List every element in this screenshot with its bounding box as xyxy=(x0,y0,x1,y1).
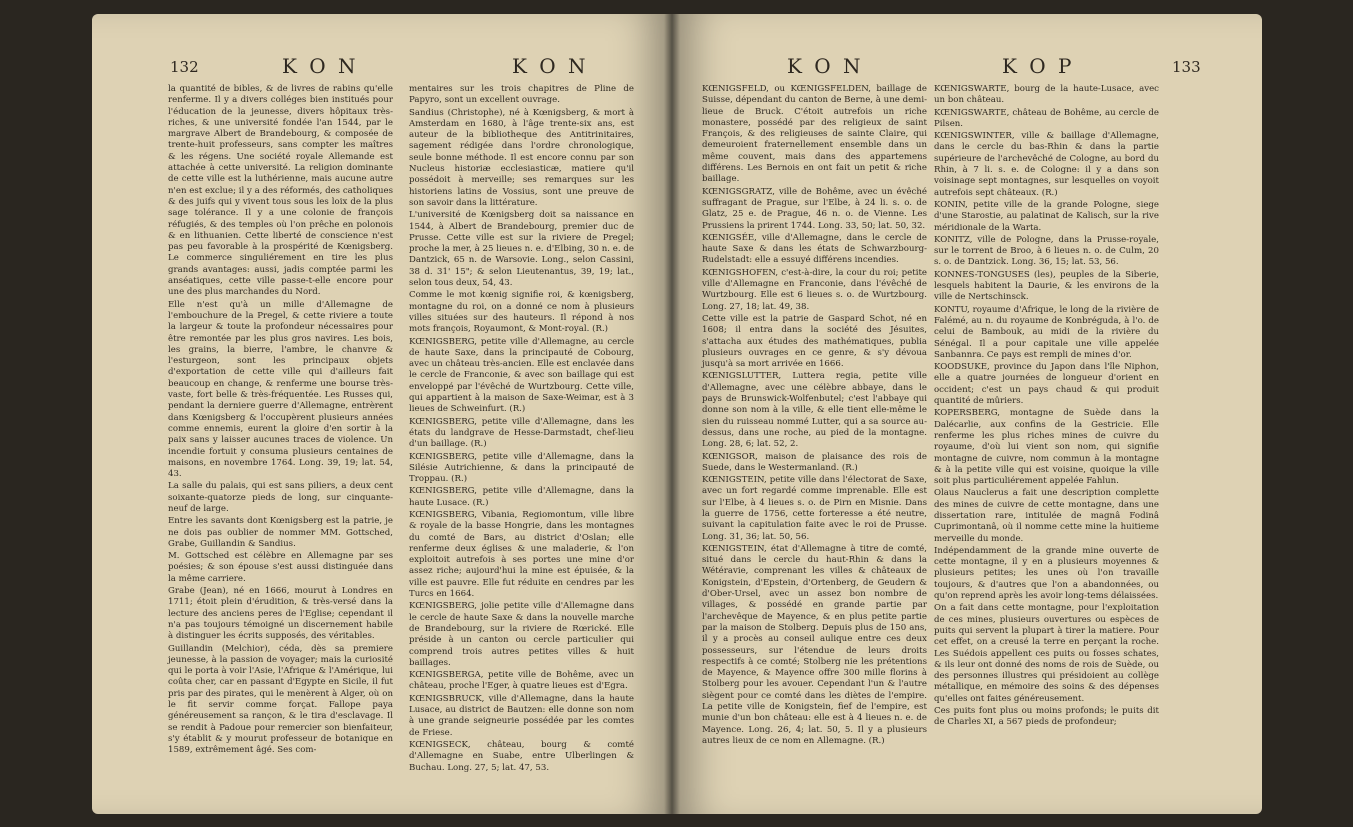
entry: KŒNIGSBERG, petite ville d'Allemagne, dans la Silésie Autrichienne, & dans la principauté de Troppau. (R.) xyxy=(409,451,634,485)
paragraph: Elle n'est qu'à un mille d'Allemagne de l'embouchure de la Pregel, & cette riviere a toute la largeur & toute la profondeur nécessaires pour être remontée par les plus gros navires. Les bois, les grains, la bierre, l'ambre, le chanvre & l'esturgeon, sont les principaux objets d'exportation de cette ville qui d'ailleurs fait beaucoup en change, & renferme une bourse très-vaste, fort belle & très-fréquentée. Les Russes qui, pendant la derniere guerre d'Allemagne, entrèrent dans Kœnigsberg & l'occupèrent plusieurs années comme ennemis, eurent la gloire d'en sortir à la paix sans y laisser aucunes traces de violence. Un incendie fortuit y consuma plusieurs centaines de maisons, en novembre 1764. Long. 39, 19; lat. 54, 43. xyxy=(168,299,393,480)
entry: KŒNIGSWINTER, ville & baillage d'Allemagne, dans le cercle du bas-Rhin & dans la partie supérieure de l'archevêché de Cologne, au bord du Rhin, à 7 li. s. e. de Cologne: il y a dans son voisinage sept montagnes, sur lesquelles on voyoit autrefois sept châteaux. (R.) xyxy=(934,131,1159,198)
paragraph: Sandius (Christophe), né à Kœnigsberg, & mort à Amsterdam en 1680, à l'âge trente-six ans, est auteur de la bibliotheque des Antitrinitaires, sagement rédigée dans l'ordre chronologique, seule bonne méthode. Il est encore connu par son Nucleus historiæ ecclesiasticæ, matiere qu'il possédoit à merveille; ses remarques sur les historiens latins de Vossius, sont une preuve de son savoir dans la littérature. xyxy=(409,107,634,208)
paragraph: mentaires sur les trois chapitres de Pline de Papyro, sont un excellent ouvrage. xyxy=(409,84,634,106)
left-running-head-1: K O N xyxy=(282,54,359,78)
entry: KŒNIGSBERGA, petite ville de Bohême, avec un château, proche l'Eger, à quatre lieues est d'Egra. xyxy=(409,670,634,692)
paragraph: la quantité de bibles, & de livres de rabins qu'elle renferme. Il y a divers colléges bien institués pour l'éducation de la jeunesse, divers hôpitaux très-riches, & une université fondée l'an 1544, par le margrave Albert de Brandebourg, & composée de trente-huit professeurs, sans compter les maîtres & les régens. Une société royale Allemande est attachée à cette université. La religion dominante de cette ville est la luthérienne, mais aucune autre n'en est exclue; il y a des réformés, des catholiques & des juifs qui y vivent tous sous les loix de la plus sage tolérance. Il y a une colonie de françois réfugiés, & des temples où l'on prêche en polonois & en lithuanien. Cette liberté de conscience n'est pas peu favorable à la prospérité de Kœnigsberg. Le commerce singuliérement en tire les plus grands avantages: aussi, jadis comptée parmi les anséatiques, cette ville passe-t-elle encore pour une des plus marchandes du Nord. xyxy=(168,84,393,298)
paragraph: M. Gottsched est célèbre en Allemagne par ses poésies; & son épouse s'est aussi distinguée dans la même carriere. xyxy=(168,551,393,584)
right-running-head-1: K O N xyxy=(787,54,864,78)
entry: KŒNIGSGRATZ, ville de Bohême, avec un évêché suffragant de Prague, sur l'Elbe, à 24 li. s. o. de Glatz, 25 e. de Prague, 46 n. o. de Vienne. Les Prussiens la prirent 1744. Long. 33, 50; lat. 50, 32. xyxy=(702,186,927,231)
right-page-number: 133 xyxy=(1172,58,1201,76)
paragraph: Comme le mot kœnig signifie roi, & kœnigsberg, montagne du roi, on a donné ce nom à plusieurs villes situées sur des hauteurs. Il répond à nos mots françois, Royaumont, & Mont-royal. (R.) xyxy=(409,290,634,335)
entry: KŒNIGSBERG, jolie petite ville d'Allemagne dans le cercle de haute Saxe & dans la nouvelle marche de Brandebourg, sur la riviere de Rœrické. Elle préside à un canton ou cercle particulier qui comprend trois autres petites villes & huit baillages. xyxy=(409,601,634,668)
entry: KOPERSBERG, montagne de Suède dans la Dalécarlie, aux confins de la Gestricie. Elle renferme les plus riches mines de cuivre du royaume, d'où lui vient son nom, qui signifie montagne de cuivre, nom commun à la montagne & à la petite ville qui est voisine, quoique la ville soit plus particuliérement appelée Fahlun. xyxy=(934,408,1159,487)
entry: KŒNIGSTEIN, petite ville dans l'électorat de Saxe, avec un fort regardé comme imprenable. Elle est sur l'Elbe, à 4 lieues s. o. de Pirn en Misnie. Dans la guerre de 1756, cette forteresse a été neutre, suivant la capitulation faite avec le roi de Prusse. Long. 31, 36; lat. 50, 56. xyxy=(702,475,927,542)
entry: KŒNIGSFELD, ou KŒNIGSFELDEN, baillage de Suisse, dépendant du canton de Berne, à une demi-lieue de Bruck. C'étoit autrefois un riche monastere, possédé par des religieux de saint François, & des religieuses de sainte Claire, qui demeuroient fraternellement ensemble dans un même couvent, mais dans des appartemens différens. Les Bernois en ont fait un petit & riche baillage. xyxy=(702,84,927,185)
entry: KŒNIGSOR, maison de plaisance des rois de Suede, dans le Westermanland. (R.) xyxy=(702,451,927,473)
paragraph: Cette ville est la patrie de Gaspard Schot, né en 1608; il entra dans la société des Jésuites, s'attacha aux études des mathématiques, publia plusieurs ouvrages en ce genre, & s'y dévoua jusqu'à sa mort arrivée en 1666. xyxy=(702,313,927,370)
entry: KŒNIGSWARTE, bourg de la haute-Lusace, avec un bon château. xyxy=(934,84,1159,106)
paragraph: L'université de Kœnigsberg doit sa naissance en 1544, à Albert de Brandebourg, premier duc de Prusse. Cette ville est sur la riviere de Pregel; proche la mer, à 25 lieues n. e. d'Elbing, 30 n. e. de Dantzick, 65 n. de Warsovie. Long., selon Cassini, 38 d. 31' 15"; & selon Lieutenantus, 39, 19; lat., selon tous deux, 54, 43. xyxy=(409,210,634,289)
entry: KŒNIGSWARTE, château de Bohême, au cercle de Pilsen. xyxy=(934,107,1159,129)
paragraph: Olaus Nauclerus a fait une description complette des mines de cuivre de cette montagne, dans une dissertation rare, intitulée de magnâ Fodinâ Cuprimontanâ, où il nomme cette mine la huitieme merveille du monde. xyxy=(934,488,1159,544)
entry: KŒNIGSECK, château, bourg & comté d'Allemagne en Suabe, entre Ulberlingen & Buchau. Long. 27, 5; lat. 47, 53. xyxy=(409,739,634,773)
entry: KŒNIGSTEIN, état d'Allemagne à titre de comté, situé dans le cercle du haut-Rhin & dans la Wétéravie, comprenant les villes & châteaux de Konigstein, d'Epstein, d'Ortenberg, de Geudern & d'Ober-Ursel, avec un assez bon nombre de villages, & possédé en grande partie par l'archevêque de Mayence, & en plus petite partie par la maison de Stolberg. Depuis plus de 150 ans, il y a procès au conseil aulique entre ces deux possesseurs, sur l'étendue de leurs droits respectifs à ce comté; Stolberg nie les prétentions de Mayence, & Mayence offre 300 mille florins à Stolberg pour les avouer. Cependant l'un & l'autre siègent pour ce comté dans les diètes de l'empire. La petite ville de Konigstein, fief de l'empire, est munie d'un bon château: elle est à 4 lieues n. e. de Mayence. Long. 26, 4; lat. 50, 5. Il y a plusieurs autres lieux de ce nom en Allemagne. (R.) xyxy=(702,543,927,746)
entry: KŒNIGSBERG, Vibania, Regiomontum, ville libre & royale de la basse Hongrie, dans les montagnes du comté de Bars, au district d'Oslan; elle renferme deux églises & une maladerie, & l'on exploitoit autrefois à ses portes une mine d'or assez riche; aujourd'hui la mine est épuisée, & la ville est pauvre. Elle fut réduite en cendres par les Turcs en 1664. xyxy=(409,509,634,600)
entry: KŒNIGSBERG, petite ville d'Allemagne, au cercle de haute Saxe, dans la principauté de Cobourg, avec un château très-ancien. Elle est enclavée dans le cercle de Franconie, & avec son baillage qui est enveloppé par l'évêché de Wurtzbourg. Cette ville, qui appartient à la maison de Saxe-Weimar, est à 3 lieues de Schweinfurt. (R.) xyxy=(409,336,634,415)
book-gutter xyxy=(664,14,680,814)
paragraph: Ces puits font plus ou moins profonds; le puits dit de Charles XI, a 567 pieds de profondeur; xyxy=(934,706,1159,728)
entry: KŒNIGSBRUCK, ville d'Allemagne, dans la haute Lusace, au district de Bautzen: elle donne son nom à une grande seigneurie possédée par les comtes de Friese. xyxy=(409,693,634,738)
right-column-2 xyxy=(934,84,1159,730)
paragraph: Grabe (Jean), né en 1666, mourut à Londres en 1711; étoit plein d'érudition, & très-versé dans la lecture des anciens peres de l'Eglise; cependant il n'a pas toujours témoigné un discernement habile à distinguer les écrits supposés, des véritables. xyxy=(168,586,393,642)
right-page xyxy=(672,14,1262,814)
entry: KONTU, royaume d'Afrique, le long de la rivière de Falémé, au n. du royaume de Konbréguda, à l'o. de celui de Bambouk, au midi de la rivière du Sénégal. Il a pour capitale une ville appelée Sanbannra. Ce pays est rempli de mines d'or. xyxy=(934,304,1159,360)
entry: KONIN, petite ville de la grande Pologne, siege d'une Starostie, au palatinat de Kalisch, sur la rive méridionale de la Warta. xyxy=(934,199,1159,233)
entry: KŒNIGSLUTTER, Luttera regia, petite ville d'Allemagne, avec une célèbre abbaye, dans le pays de Brunswick-Wolfenbutel; c'est l'abbaye qui donne son nom à la ville, & elle tient elle-même le sien du ruisseau nommé Lutter, qui a sa source au-dessus, dans une roche, au pied de la montagne. Long. 28, 6; lat. 52, 2. xyxy=(702,371,927,450)
entry: KŒNIGSHOFEN, c'est-à-dire, la cour du roi; petite ville d'Allemagne en Franconie, dans l'évêché de Wurtzbourg. Elle est 6 lieues s. o. de Wurtzbourg. Long. 27, 18; lat. 49, 38. xyxy=(702,267,927,312)
right-running-head-2: K O P xyxy=(1002,54,1075,78)
entry: KONNES-TONGUSES (les), peuples de la Siberie, lesquels habitent la Daurie, & les environs de la ville de Nertschinsck. xyxy=(934,269,1159,303)
paragraph: La salle du palais, qui est sans piliers, a deux cent soixante-quatorze pieds de long, sur cinquante-neuf de large. xyxy=(168,481,393,514)
entry: KOODSUKE, province du Japon dans l'île Niphon, elle a quatre journées de longueur d'orient en occident; c'est un pays chaud & qui produit quantité de mûriers. xyxy=(934,362,1159,407)
left-running-head-2: K O N xyxy=(512,54,589,78)
entry: KŒNIGSBERG, petite ville d'Allemagne, dans les états du landgrave de Hesse-Darmstadt, chef-lieu d'un baillage. (R.) xyxy=(409,416,634,450)
paragraph: Indépendamment de la grande mine ouverte de cette montagne, il y en a plusieurs moyennes & plusieurs petites; les unes où l'on travaille toujours, & d'autres que l'on a abandonnées, ou qu'on reprend après les avoir long-tems délaissées. xyxy=(934,545,1159,602)
entry: KŒNIGSÉE, ville d'Allemagne, dans le cercle de haute Saxe & dans les états de Schwarzbourg-Rudelstadt: elle a essuyé différens incendies. xyxy=(702,232,927,266)
left-page-number: 132 xyxy=(170,58,199,76)
entry: KONITZ, ville de Pologne, dans la Prusse-royale, sur le torrent de Broo, à 6 lieues n. o. de Culm, 20 s. o. de Dantzick. Long. 36, 15; lat. 53, 56. xyxy=(934,234,1159,268)
paragraph: Entre les savants dont Kœnigsberg est la patrie, je ne dois pas oublier de nommer MM. Gottsched, Grabe, Guillandin & Sandius. xyxy=(168,516,393,549)
left-column-1 xyxy=(168,84,393,758)
paragraph: On a fait dans cette montagne, pour l'exploitation de ces mines, plusieurs ouvertures ou espèces de puits qui servent la plupart à tirer la matiere. Pour cet effet, on a creusé la terre en perçant la roche. Les Suédois appellent ces puits ou fosses schates, & ils leur ont donné des noms de rois de Suède, ou des personnes illustres qui présidoient au collège métallique, en mémoire des soins & des dépenses qu'elles ont faites généreusement. xyxy=(934,603,1159,704)
right-column-1 xyxy=(702,84,927,748)
left-column-2 xyxy=(409,84,634,775)
entry: KŒNIGSBERG, petite ville d'Allemagne, dans la haute Lusace. (R.) xyxy=(409,486,634,508)
paragraph: Guillandin (Melchior), céda, dès sa premiere jeunesse, à la passion de voyager; mais la curiosité qui le porta à voir l'Asie, l'Afrique & l'Amérique, lui coûta cher, car en passant d'Egypte en Sicile, il fut pris par des pirates, qui le menèrent à Alger, où on le fit servir comme forçat. Fallope paya généreusement sa rançon, & le tira d'esclavage. Il se rendit à Padoue pour remercier son bienfaiteur, s'y établit & y mourut professeur de botanique en 1589, extrêmement âgé. Ses com- xyxy=(168,643,393,756)
left-page xyxy=(92,14,672,814)
